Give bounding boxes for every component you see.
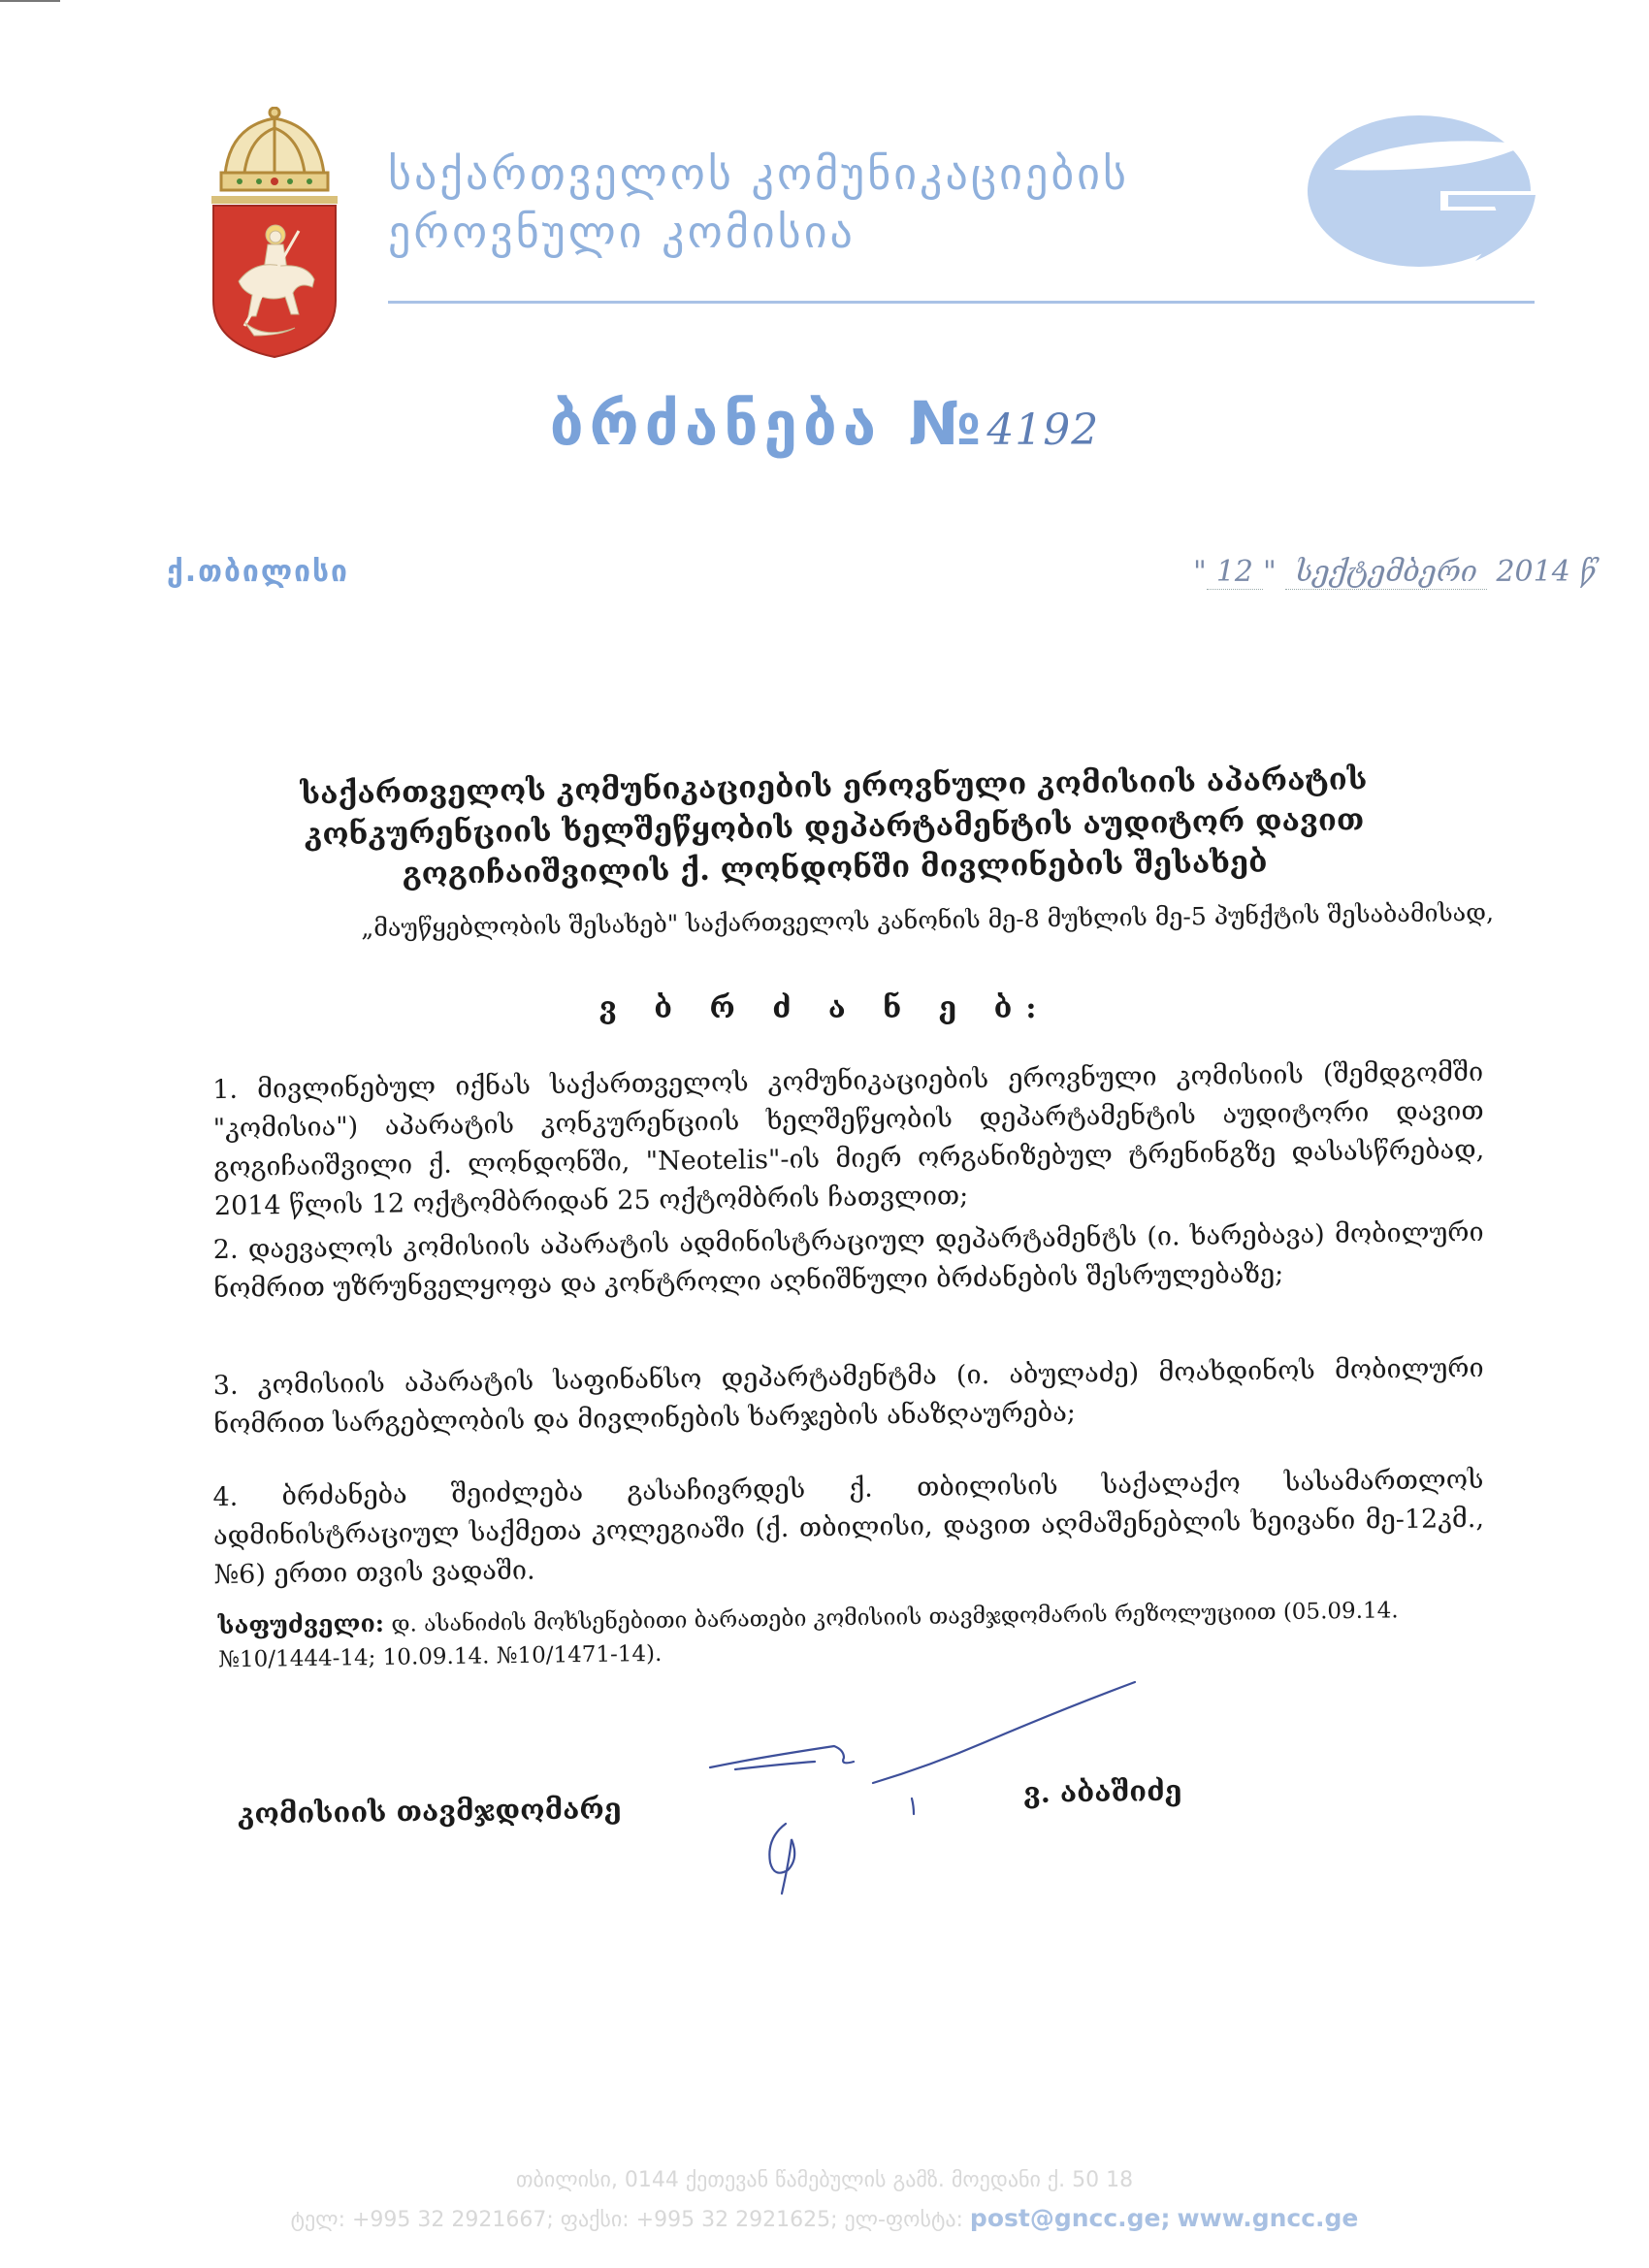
order-title <box>0 388 1649 459</box>
footer-website[interactable]: www.gncc.ge <box>1177 2204 1359 2232</box>
document-subject: საქართველოს კომუნიკაციების ეროვნული კომისიის აპარატის კონკურენციის ხელშეწყობის დეპარტამენტის აუდიტორ დავით გოგიჩაიშვილის ქ. ლონდონში მივლინების შესახებ <box>300 761 1368 892</box>
footer-contacts <box>0 2204 1649 2232</box>
signatory-title: კომისიის თავმჯდომარე <box>237 1792 622 1831</box>
decree-heading: ვ ბ რ ძ ა ნ ე ბ: <box>598 991 1051 1025</box>
footer-phone: ტელ: +995 32 2921667; ფაქსი: +995 32 2921625; ელ-ფოსტა: <box>290 2208 963 2232</box>
order-item-1: 1. მივლინებულ იქნას საქართველოს კომუნიკაციების ეროვნული კომისიის (შემდგომში "კომისია") აპარატის კონკურენციის ხელშეწყობის დეპარტამენტის აუდიტორი დავით გოგიჩაიშვილი ქ. ლონდონში, "Neotelis"-ის მიერ ორგანიზებულ ტრენინგზე დასასწრებად, 2014 წლის 12 ოქტომბრიდან 25 ოქტომბრის ჩათვლით; <box>212 1056 1485 1222</box>
order-label: ბრძანება № <box>549 388 987 459</box>
basis-label: საფუძველი: <box>217 1608 385 1640</box>
order-item-4: 4. ბრძანება შეიძლება გასაჩივრდეს ქ. თბილისის საქალაქო სასამართლოს ადმინისტრაციულ საქმეთა კოლეგიაში (ქ. თბილისი, დავით აღმაშენებლის ხეივანი მე-12კმ., №6) ერთი თვის ვადაში. <box>212 1464 1485 1591</box>
footer-address: თბილისი, 0144 ქეთევან წამებულის გამზ. მოედანი ქ. 50 18 <box>515 2168 1134 2192</box>
signatory-name: ვ. აბაშიძე <box>1022 1773 1182 1810</box>
basis-note <box>218 1592 1509 1677</box>
order-date: " 12 " სექტემბერი 2014 წ <box>1193 555 1597 589</box>
date-year: 2014 წ <box>1496 555 1597 589</box>
gncc-logo-icon <box>1305 102 1552 276</box>
date-day: 12 <box>1207 555 1263 590</box>
organization-name-line2: ეროვნული კომისია <box>388 206 856 258</box>
order-item-3: 3. კომისიის აპარატის საფინანსო დეპარტამენტმა (ი. აბულაძე) მოახდინოს მობილური ნომრით სარგებლობის და მივლინების ხარჯების ანაზღაურება; <box>212 1352 1484 1441</box>
header-rule <box>388 301 1535 304</box>
footer-email[interactable]: post@gncc.ge; <box>969 2204 1171 2232</box>
date-month: სექტემბერი <box>1285 555 1487 590</box>
coat-of-arms-icon <box>206 107 343 361</box>
order-number: 4192 <box>986 405 1100 455</box>
order-item-2: 2. დაევალოს კომისიის აპარატის ადმინისტრაციულ დეპარტამენტს (ი. ხარებავა) მობილური ნომრით უზრუნველყოფა და კონტროლი აღნიშნული ბრძანების შესრულებაზე; <box>212 1216 1484 1305</box>
organization-name-line1: საქართველოს კომუნიკაციების <box>388 147 1129 200</box>
basis-text: დ. ასანიძის მოხსენებითი ბარათები კომისიის თავმჯდომარის რეზოლუციით (05.09.14. №10/1444-14; 10.09.14. №10/1471-14). <box>218 1598 1399 1673</box>
scan-corner-mark <box>0 0 60 2</box>
city-label: ქ.თბილისი <box>167 555 349 589</box>
legal-preamble: „მაუწყებლობის შესახებ" საქართველოს კანონის მე-8 მუხლის მე-5 პუნქტის შესაბამისად, <box>361 897 1495 943</box>
